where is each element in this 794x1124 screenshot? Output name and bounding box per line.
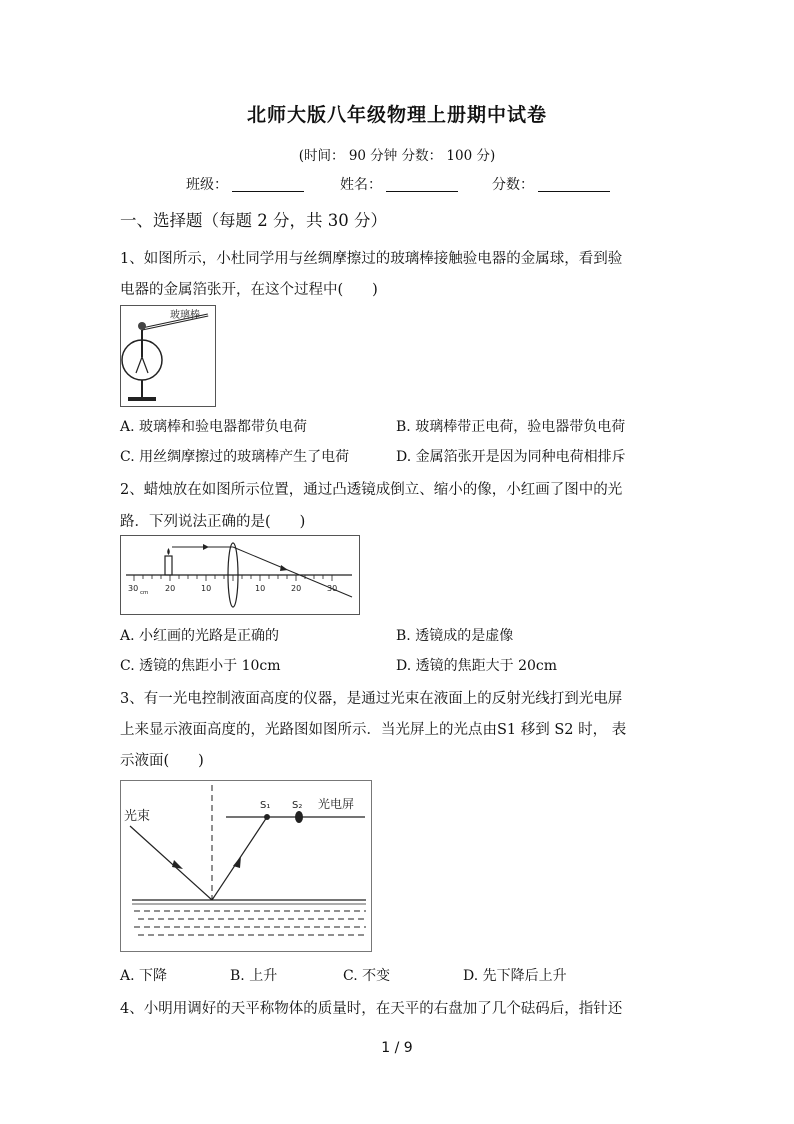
- q3-option-d[interactable]: D. 先下降后上升: [463, 968, 567, 984]
- page-title: 北师大版八年级物理上册期中试卷: [246, 104, 547, 126]
- tick-label: 10: [201, 584, 212, 593]
- tick-label: 30: [327, 584, 338, 593]
- tick-label: 30: [128, 584, 139, 593]
- electroscope-figure: [120, 305, 216, 407]
- class-field: [186, 174, 304, 194]
- q2-option-b[interactable]: B. 透镜成的是虚像: [396, 628, 514, 644]
- score-label: 分数：: [492, 177, 534, 193]
- exam-subtitle: (时间： 90 分钟 分数： 100 分): [298, 148, 496, 164]
- q3-option-b[interactable]: B. 上升: [230, 968, 278, 984]
- q1-option-d[interactable]: D. 金属箔张开是因为同种电荷相排斥: [396, 449, 626, 465]
- beam-label: 光束: [124, 809, 151, 824]
- q2-line2: 路．下列说法正确的是( ): [120, 514, 306, 530]
- score-blank: [538, 177, 610, 192]
- q1-option-b[interactable]: B. 玻璃棒带正电荷，验电器带负电荷: [396, 419, 626, 435]
- name-blank: [386, 177, 458, 192]
- s1-label: S₁: [260, 800, 271, 811]
- tick-label: 20: [291, 584, 302, 593]
- glass-rod-label: 玻璃棒: [170, 310, 200, 321]
- q3-line1: 3、有一光电控制液面高度的仪器，是通过光束在液面上的反射光线打到光电屏: [120, 691, 623, 707]
- q1-line2: 电器的金属箔张开，在这个过程中( ): [120, 282, 378, 298]
- tick-label: 20: [165, 584, 176, 593]
- q3-line3: 示液面( ): [120, 753, 204, 769]
- q2-option-c[interactable]: C. 透镜的焦距小于 10cm: [120, 658, 281, 674]
- q3-option-c[interactable]: C. 不变: [343, 968, 391, 984]
- q1-line1: 1、如图所示，小杜同学用与丝绸摩擦过的玻璃棒接触验电器的金属球，看到验: [120, 251, 623, 267]
- s2-label: S₂: [292, 800, 303, 811]
- q1-option-a[interactable]: A. 玻璃棒和验电器都带负电荷: [120, 419, 308, 435]
- name-label: 姓名：: [340, 177, 382, 193]
- q4-line1: 4、小明用调好的天平称物体的质量时，在天平的右盘加了几个砝码后，指针还: [120, 1001, 623, 1017]
- screen-label: 光电屏: [318, 797, 355, 811]
- page-number: 1 / 9: [381, 1040, 413, 1056]
- ruler-unit: cm: [140, 590, 149, 596]
- q1-option-c[interactable]: C. 用丝绸摩擦过的玻璃棒产生了电荷: [120, 449, 350, 465]
- liquid-level-figure: [120, 780, 372, 952]
- q2-option-d[interactable]: D. 透镜的焦距大于 20cm: [396, 658, 558, 674]
- class-blank: [232, 177, 304, 192]
- section-title: 一、选择题（每题 2 分，共 30 分）: [120, 211, 387, 230]
- q2-line1: 2、蜡烛放在如图所示位置，通过凸透镜成倒立、缩小的像，小红画了图中的光: [120, 482, 623, 498]
- name-field: [340, 174, 458, 194]
- q3-option-a[interactable]: A. 下降: [120, 968, 168, 984]
- score-field: [492, 174, 610, 194]
- class-label: 班级：: [186, 177, 228, 193]
- q3-line2: 上来显示液面高度的，光路图如图所示．当光屏上的光点由S1 移到 S2 时， 表: [120, 722, 627, 738]
- tick-label: 10: [255, 584, 266, 593]
- lens-figure: [120, 535, 360, 615]
- q2-option-a[interactable]: A. 小红画的光路是正确的: [120, 628, 280, 644]
